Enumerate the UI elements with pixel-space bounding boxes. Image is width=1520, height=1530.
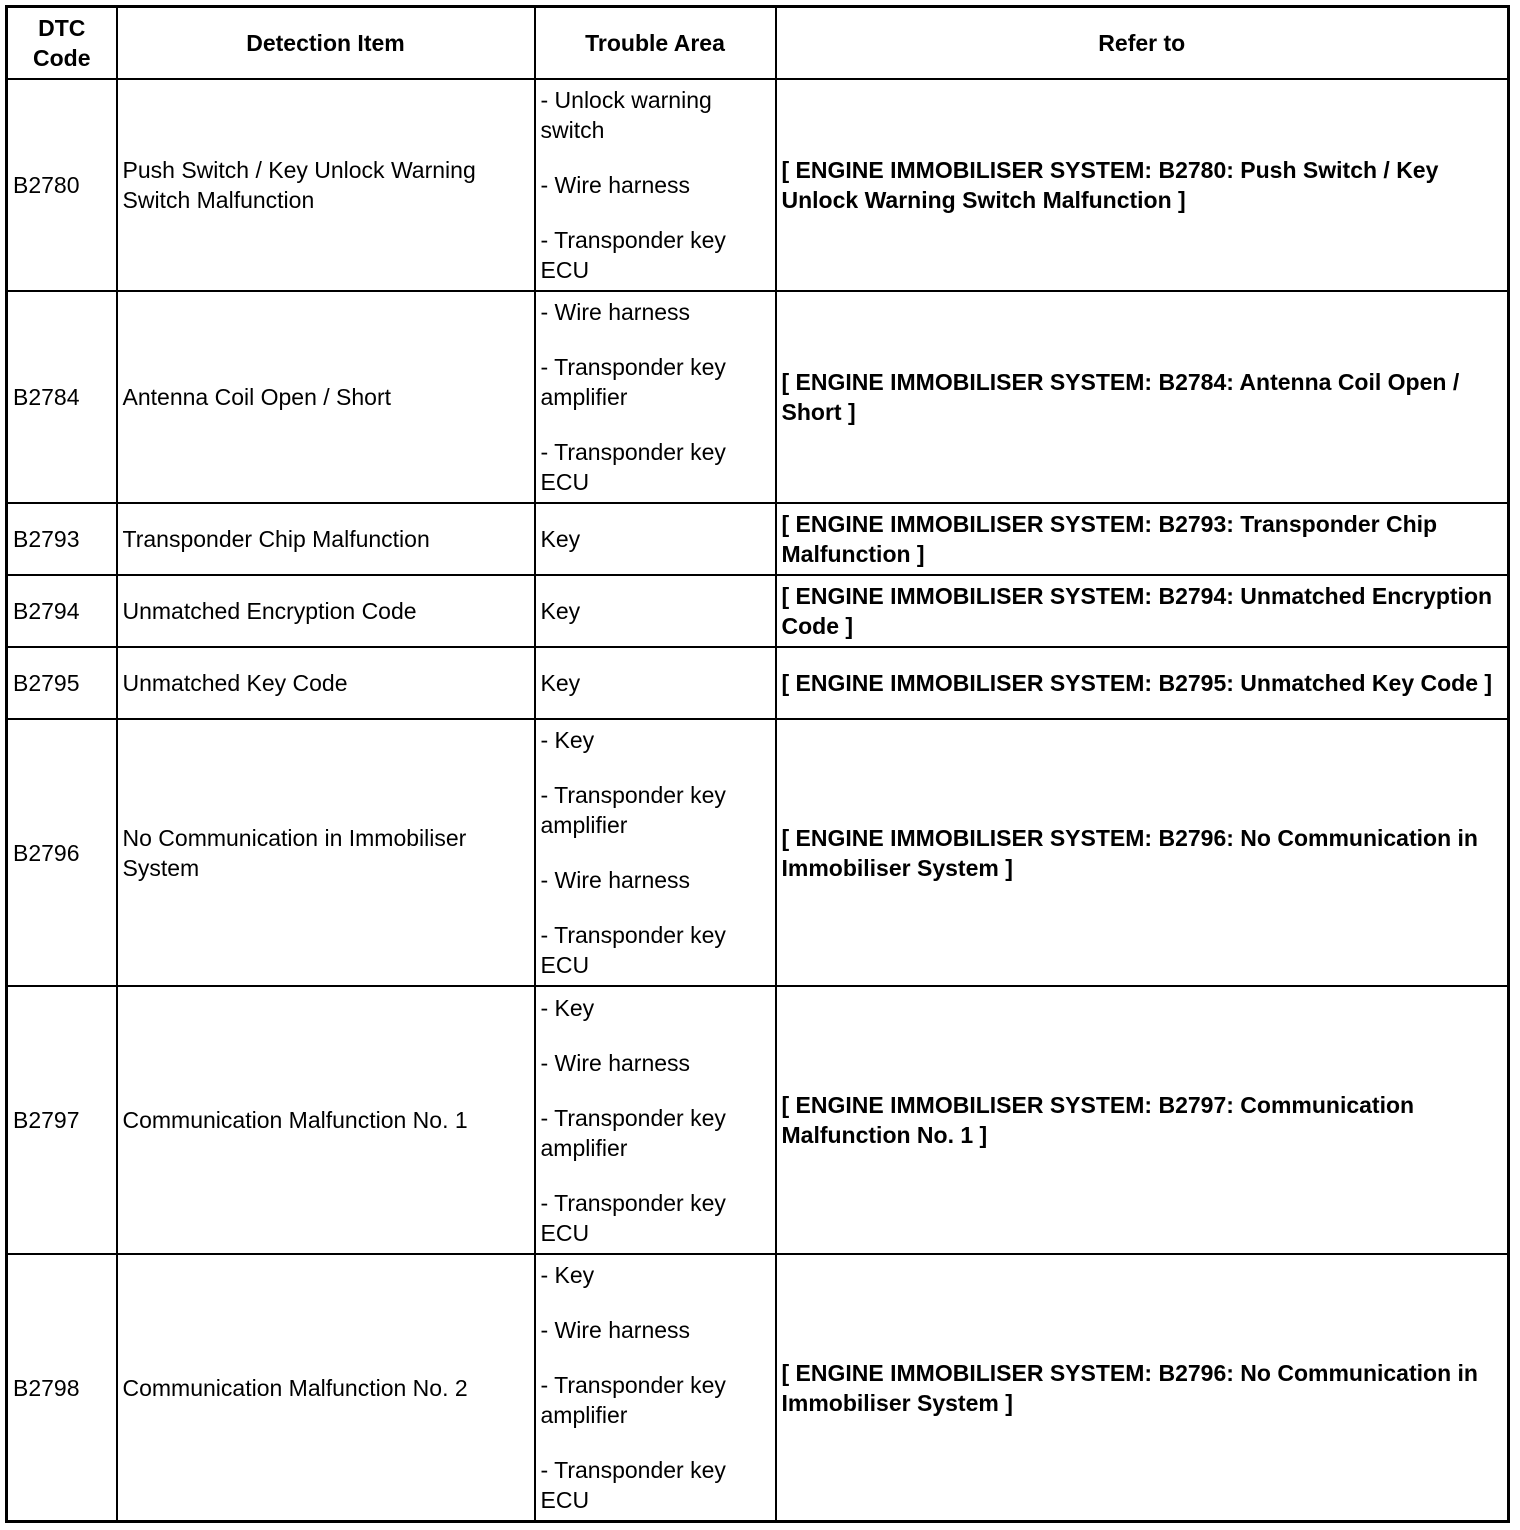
dtc-code-cell: B2794 — [7, 575, 117, 647]
trouble-area-item: - Transponder key ECU — [540, 1189, 726, 1246]
trouble-area-item: - Transponder key ECU — [540, 922, 726, 978]
refer-to-link[interactable]: [ ENGINE IMMOBILISER SYSTEM: B2795: Unmatched Key Code ] — [776, 647, 1509, 719]
trouble-area-item: - Transponder key amplifier — [540, 1372, 726, 1428]
detection-item-cell: Communication Malfunction No. 2 — [117, 1254, 535, 1522]
dtc-code-cell: B2793 — [7, 503, 117, 575]
trouble-area-cell — [535, 1254, 776, 1522]
trouble-area-item: - Wire harness — [540, 1317, 691, 1343]
header-trouble-area: Trouble Area — [535, 7, 776, 80]
trouble-area-item: - Transponder key ECU — [540, 1457, 726, 1513]
refer-to-link[interactable]: [ ENGINE IMMOBILISER SYSTEM: B2780: Push Switch / Key Unlock Warning Switch Malfunction ] — [776, 79, 1509, 291]
trouble-area-item: - Wire harness — [540, 867, 691, 893]
table-row — [7, 291, 1509, 503]
trouble-area-item: - Wire harness — [540, 172, 691, 198]
trouble-area-item: - Unlock warning switch — [540, 87, 712, 143]
trouble-area-cell — [535, 647, 776, 719]
trouble-area-cell — [535, 575, 776, 647]
dtc-table — [5, 5, 1510, 1523]
dtc-code-cell: B2798 — [7, 1254, 117, 1522]
refer-to-link[interactable]: [ ENGINE IMMOBILISER SYSTEM: B2794: Unmatched Encryption Code ] — [776, 575, 1509, 647]
detection-item-cell: Transponder Chip Malfunction — [117, 503, 535, 575]
trouble-area-item: - Key — [540, 994, 595, 1021]
detection-item-cell: Unmatched Key Code — [117, 647, 535, 719]
trouble-area-item: - Transponder key amplifier — [540, 1104, 726, 1161]
dtc-table-container — [5, 5, 1510, 1523]
trouble-area-item: Key — [540, 598, 581, 624]
table-row — [7, 575, 1509, 647]
trouble-area-item: Key — [540, 526, 581, 552]
table-row — [7, 79, 1509, 291]
detection-item-cell: Unmatched Encryption Code — [117, 575, 535, 647]
trouble-area-cell — [535, 986, 776, 1254]
dtc-code-cell: B2797 — [7, 986, 117, 1254]
dtc-code-cell: B2795 — [7, 647, 117, 719]
table-row — [7, 647, 1509, 719]
header-dtc-code: DTC Code — [7, 7, 117, 80]
detection-item-cell: Push Switch / Key Unlock Warning Switch Malfunction — [117, 79, 535, 291]
table-row — [7, 1254, 1509, 1522]
trouble-area-cell — [535, 291, 776, 503]
table-row — [7, 986, 1509, 1254]
refer-to-link[interactable]: [ ENGINE IMMOBILISER SYSTEM: B2796: No Communication in Immobiliser System ] — [776, 1254, 1509, 1522]
trouble-area-item: - Wire harness — [540, 299, 691, 325]
trouble-area-item: Key — [540, 670, 581, 696]
trouble-area-cell — [535, 79, 776, 291]
header-refer-to: Refer to — [776, 7, 1509, 80]
trouble-area-cell — [535, 719, 776, 986]
dtc-code-cell: B2780 — [7, 79, 117, 291]
dtc-code-cell: B2784 — [7, 291, 117, 503]
trouble-area-item: - Key — [540, 1262, 595, 1288]
detection-item-cell: Communication Malfunction No. 1 — [117, 986, 535, 1254]
detection-item-cell: No Communication in Immobiliser System — [117, 719, 535, 986]
refer-to-link[interactable]: [ ENGINE IMMOBILISER SYSTEM: B2796: No Communication in Immobiliser System ] — [776, 719, 1509, 986]
trouble-area-item: - Transponder key amplifier — [540, 354, 726, 410]
header-detection-item: Detection Item — [117, 7, 535, 80]
trouble-area-item: - Key — [540, 727, 595, 753]
trouble-area-item: - Transponder key amplifier — [540, 782, 726, 838]
detection-item-cell: Antenna Coil Open / Short — [117, 291, 535, 503]
table-row — [7, 719, 1509, 986]
table-header-row — [7, 7, 1509, 80]
trouble-area-cell — [535, 503, 776, 575]
refer-to-link[interactable]: [ ENGINE IMMOBILISER SYSTEM: B2784: Antenna Coil Open / Short ] — [776, 291, 1509, 503]
trouble-area-item: - Transponder key ECU — [540, 439, 726, 495]
refer-to-link[interactable]: [ ENGINE IMMOBILISER SYSTEM: B2793: Transponder Chip Malfunction ] — [776, 503, 1509, 575]
trouble-area-item: - Transponder key ECU — [540, 227, 726, 283]
refer-to-link[interactable]: [ ENGINE IMMOBILISER SYSTEM: B2797: Communication Malfunction No. 1 ] — [776, 986, 1509, 1254]
dtc-code-cell: B2796 — [7, 719, 117, 986]
table-row — [7, 503, 1509, 575]
trouble-area-item: - Wire harness — [540, 1049, 691, 1076]
